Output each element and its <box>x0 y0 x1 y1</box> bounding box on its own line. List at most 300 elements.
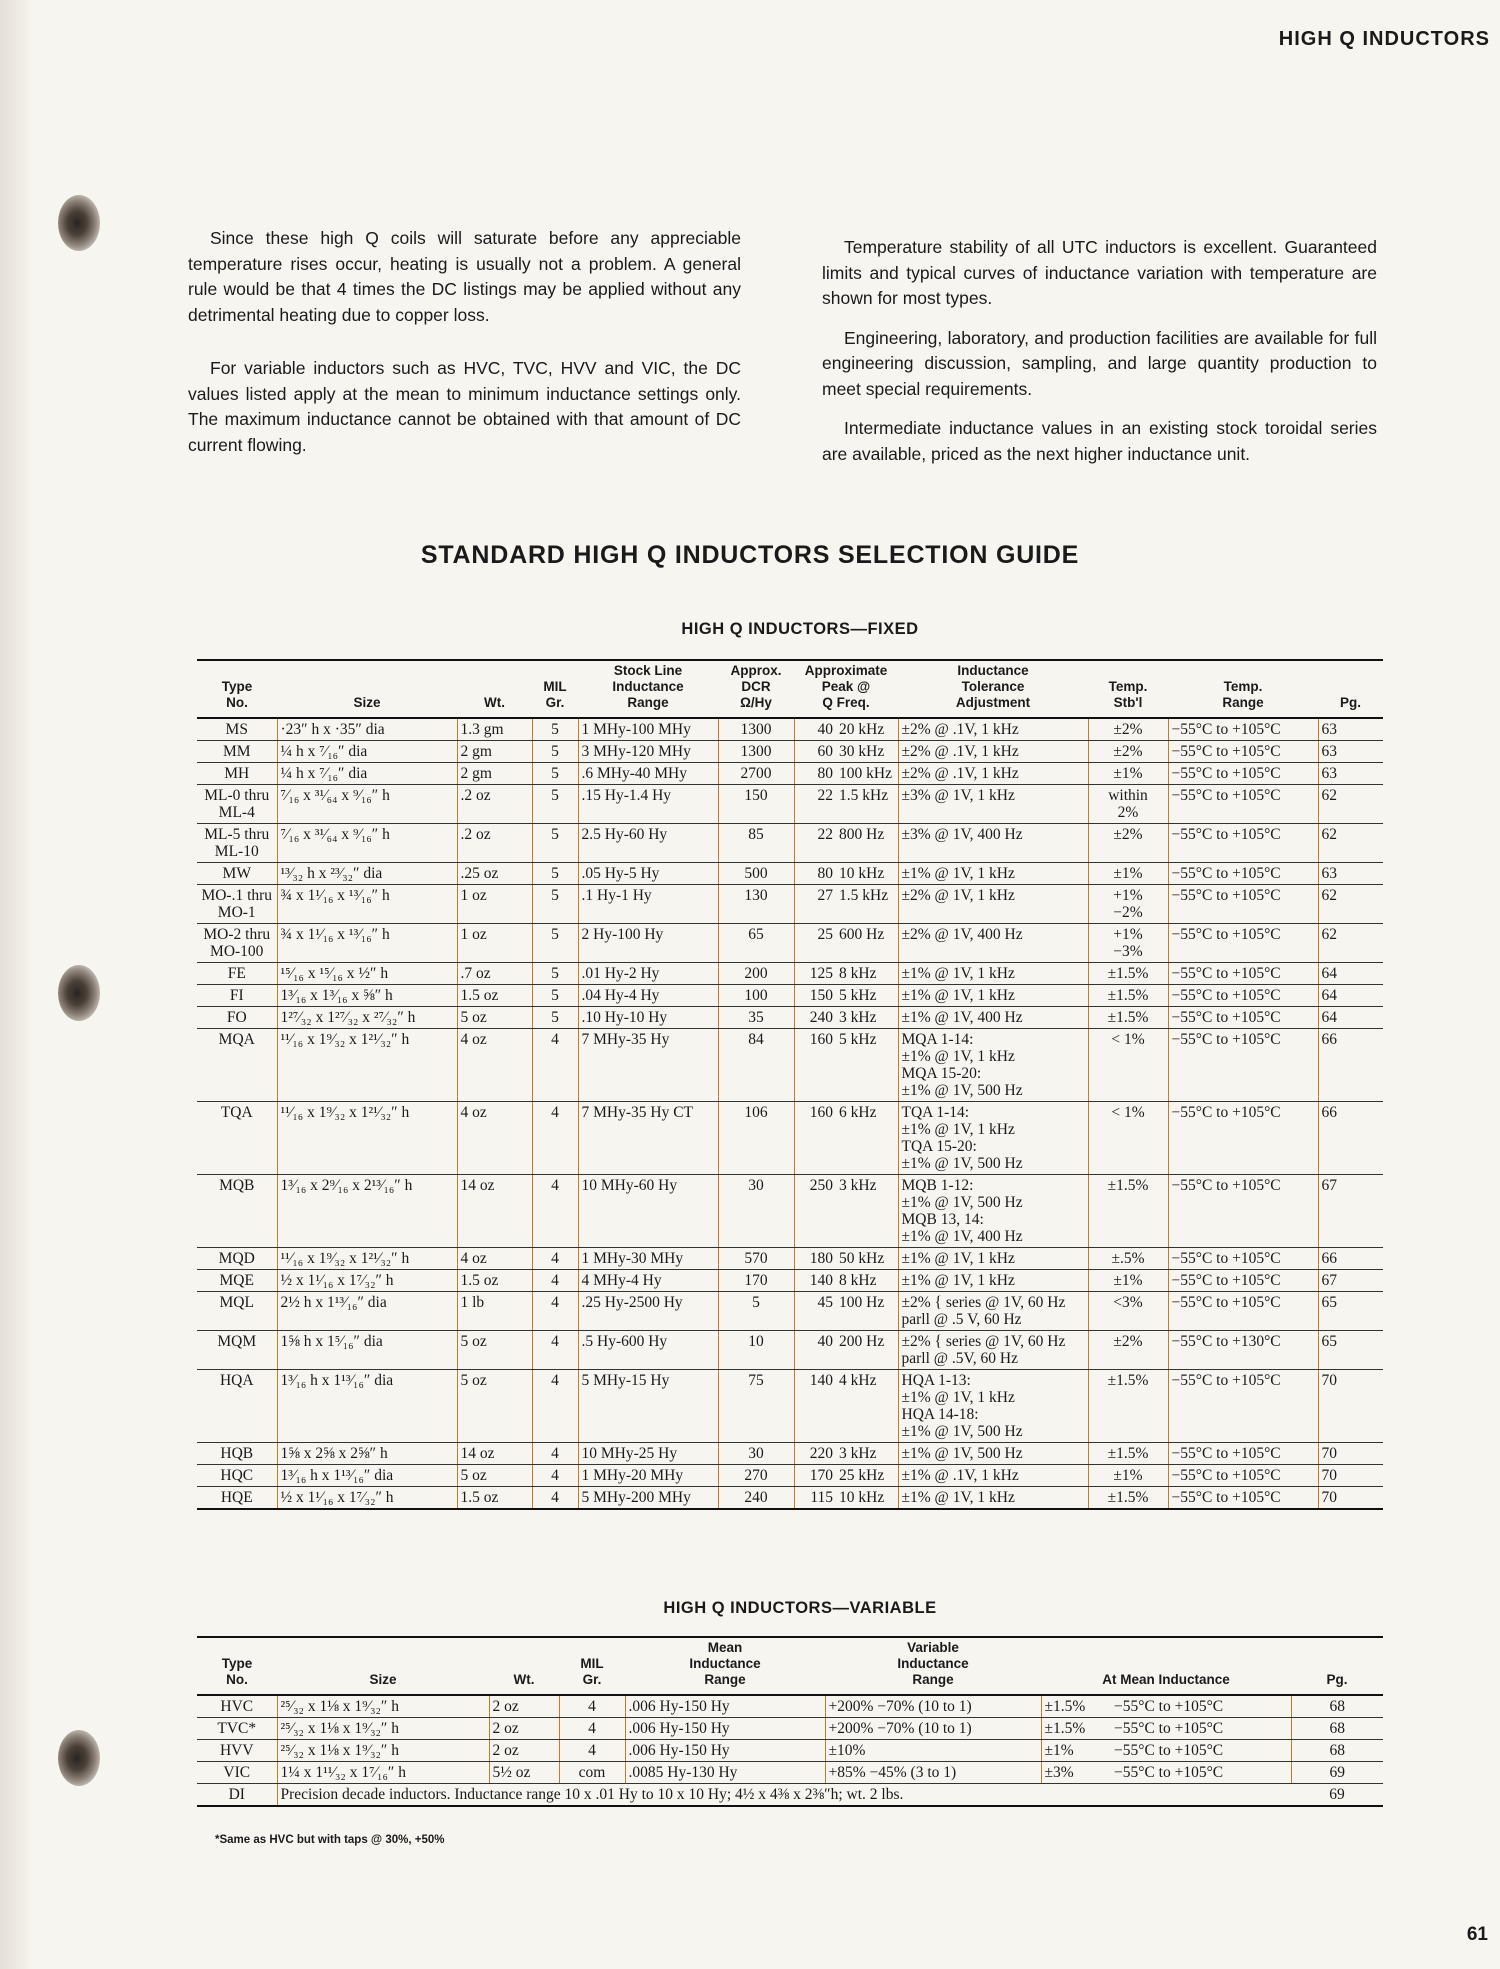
cell-page: 68 <box>1291 1718 1383 1740</box>
cell-weight: 2 oz <box>489 1740 559 1762</box>
table-row <box>197 1784 1383 1807</box>
cell-temp-stability: ±1.5% <box>1088 1370 1168 1443</box>
table-row <box>197 924 1383 963</box>
cell-page: 65 <box>1318 1292 1383 1331</box>
cell-page: 69 <box>1291 1784 1383 1807</box>
cell-dcr: 100 <box>718 985 794 1007</box>
intro-paragraph: Temperature stability of all UTC inductors is excellent. Guaranteed limits and typical curves of inductance variation with temperature are shown for most types. <box>822 237 1377 308</box>
cell-size: ²⁵⁄₃₂ x 1⅛ x 1⁹⁄₃₂″ h <box>277 1740 489 1762</box>
table-row <box>197 1029 1383 1102</box>
cell-freq: 1.5 kHz <box>836 885 898 924</box>
col-header-page: Pg. <box>1339 695 1361 710</box>
cell-weight: 2 gm <box>457 763 532 785</box>
cell-mil: 4 <box>532 1487 578 1510</box>
cell-temp-stability: +1% −2% <box>1088 885 1168 924</box>
cell-type: HVV <box>197 1740 277 1762</box>
cell-freq: 4 kHz <box>836 1370 898 1443</box>
running-header: HIGH Q INDUCTORS <box>1278 28 1490 50</box>
cell-temp-stability: < 1% <box>1088 1029 1168 1102</box>
cell-mil: 4 <box>532 1248 578 1270</box>
cell-type: MW <box>197 863 277 885</box>
cell-page: 68 <box>1291 1695 1383 1718</box>
cell-range: 2.5 Hy-60 Hy <box>578 824 718 863</box>
cell-range: 7 MHy-35 Hy CT <box>578 1102 718 1175</box>
table-row <box>197 1370 1383 1443</box>
cell-dcr: 1300 <box>718 718 794 741</box>
cell-freq: 800 Hz <box>836 824 898 863</box>
cell-freq: 600 Hz <box>836 924 898 963</box>
cell-page: 62 <box>1318 824 1383 863</box>
cell-tolerance: ±2% @ .1V, 1 kHz <box>898 741 1088 763</box>
cell-dcr: 1300 <box>718 741 794 763</box>
col-header-temp-stability: Temp. Stb'l <box>1108 679 1148 710</box>
cell-page: 70 <box>1318 1443 1383 1465</box>
cell-temp-stability: ±1.5% <box>1088 1175 1168 1248</box>
table-row <box>197 1292 1383 1331</box>
cell-type: ML-5 thru ML-10 <box>197 824 277 863</box>
cell-weight: .2 oz <box>457 824 532 863</box>
cell-mil: 4 <box>532 1270 578 1292</box>
cell-weight: 4 oz <box>457 1102 532 1175</box>
cell-freq: 200 Hz <box>836 1331 898 1370</box>
cell-temp-range: −55°C to +105°C <box>1168 763 1318 785</box>
cell-temp-range: −55°C to +105°C <box>1111 1740 1291 1762</box>
cell-tolerance: ±1% @ .1V, 1 kHz <box>898 1465 1088 1487</box>
cell-temp-stability: ±1.5% <box>1088 1487 1168 1510</box>
cell-weight: 4 oz <box>457 1248 532 1270</box>
col-header-peak-q: Approximate Peak @ Q Freq. <box>804 663 888 710</box>
cell-tolerance: ±2% @ .1V, 1 kHz <box>898 718 1088 741</box>
table-row <box>197 1102 1383 1175</box>
cell-page: 62 <box>1318 885 1383 924</box>
cell-range: 3 MHy-120 MHy <box>578 741 718 763</box>
cell-temp-range: −55°C to +105°C <box>1168 718 1318 741</box>
cell-type: HQB <box>197 1443 277 1465</box>
cell-temp-range: −55°C to +105°C <box>1168 1270 1318 1292</box>
cell-tolerance: ±1% @ 1V, 1 kHz <box>898 1270 1088 1292</box>
cell-range: .15 Hy-1.4 Hy <box>578 785 718 824</box>
cell-size: ¾ x 1¹⁄₁₆ x ¹³⁄₁₆″ h <box>277 924 457 963</box>
cell-weight: 1 oz <box>457 885 532 924</box>
cell-range: 10 MHy-25 Hy <box>578 1443 718 1465</box>
cell-weight: .7 oz <box>457 963 532 985</box>
cell-size: ¹¹⁄₁₆ x 1⁹⁄₃₂ x 1²¹⁄₃₂″ h <box>277 1248 457 1270</box>
col-header-type: Type No. <box>221 679 253 710</box>
cell-type: FO <box>197 1007 277 1029</box>
cell-range: .01 Hy-2 Hy <box>578 963 718 985</box>
cell-dcr: 2700 <box>718 763 794 785</box>
cell-size: ¼ h x ⁷⁄₁₆″ dia <box>277 763 457 785</box>
cell-mil: 4 <box>532 1370 578 1443</box>
cell-weight: 4 oz <box>457 1029 532 1102</box>
footnote: *Same as HVC but with taps @ 30%, +50% <box>215 1834 445 1846</box>
intro-paragraph: Engineering, laboratory, and production facilities are available for full engineering discussion, sampling, and large quantity production to meet special requirements. <box>822 327 1377 399</box>
cell-freq: 30 kHz <box>836 741 898 763</box>
cell-mil: 5 <box>532 763 578 785</box>
cell-temp-stability: ±1.5% <box>1088 963 1168 985</box>
cell-weight: 5 oz <box>457 1007 532 1029</box>
page-number: 61 <box>1466 1924 1488 1945</box>
cell-type: ML-0 thru ML-4 <box>197 785 277 824</box>
cell-weight: 5½ oz <box>489 1762 559 1784</box>
cell-temp-range: −55°C to +105°C <box>1168 1007 1318 1029</box>
variable-inductors-table <box>197 1636 1383 1807</box>
cell-page: 62 <box>1318 785 1383 824</box>
cell-temp-stability: ±2% <box>1088 824 1168 863</box>
cell-mil: com <box>559 1762 625 1784</box>
cell-q: 115 <box>794 1487 836 1510</box>
cell-tolerance: TQA 1-14: ±1% @ 1V, 1 kHz TQA 15-20: ±1% @ 1V, 500 Hz <box>898 1102 1088 1175</box>
cell-range: .25 Hy-2500 Hy <box>578 1292 718 1331</box>
cell-weight: .2 oz <box>457 785 532 824</box>
cell-page: 69 <box>1291 1762 1383 1784</box>
cell-q: 80 <box>794 863 836 885</box>
cell-temp-range: −55°C to +105°C <box>1168 1292 1318 1331</box>
cell-q: 150 <box>794 985 836 1007</box>
col-header-size: Size <box>369 1672 397 1687</box>
cell-weight: 5 oz <box>457 1331 532 1370</box>
cell-page: 63 <box>1318 741 1383 763</box>
cell-type: MO-2 thru MO-100 <box>197 924 277 963</box>
cell-range: .5 Hy-600 Hy <box>578 1331 718 1370</box>
cell-temp-stability: ±.5% <box>1088 1248 1168 1270</box>
cell-temp-range: −55°C to +105°C <box>1168 985 1318 1007</box>
cell-range: 1 MHy-20 MHy <box>578 1465 718 1487</box>
cell-type: MM <box>197 741 277 763</box>
cell-range: .05 Hy-5 Hy <box>578 863 718 885</box>
cell-size: 1³⁄₁₆ h x 1¹³⁄₁₆″ dia <box>277 1465 457 1487</box>
table-row <box>197 1465 1383 1487</box>
cell-tolerance: ±1% @ 1V, 1 kHz <box>898 1248 1088 1270</box>
variable-section-title: HIGH Q INDUCTORS—VARIABLE <box>663 1599 937 1617</box>
table-row <box>197 1740 1383 1762</box>
col-header-weight: Wt. <box>513 1672 535 1687</box>
cell-temp-range: −55°C to +105°C <box>1168 1443 1318 1465</box>
cell-weight: 5 oz <box>457 1370 532 1443</box>
cell-temp-range: −55°C to +105°C <box>1168 1248 1318 1270</box>
cell-temp-stability: ±1% <box>1088 863 1168 885</box>
cell-weight: 5 oz <box>457 1465 532 1487</box>
cell-type: MQM <box>197 1331 277 1370</box>
cell-tolerance: ±2% { series @ 1V, 60 Hz parll @ .5 V, 60 Hz <box>898 1292 1088 1331</box>
cell-tolerance: ±2% @ 1V, 400 Hz <box>898 924 1088 963</box>
cell-mean-range: .006 Hy-150 Hy <box>625 1740 825 1762</box>
cell-page: 64 <box>1318 963 1383 985</box>
cell-range: 1 MHy-100 MHy <box>578 718 718 741</box>
cell-temp-range: −55°C to +130°C <box>1168 1331 1318 1370</box>
cell-q: 40 <box>794 1331 836 1370</box>
cell-type: MQE <box>197 1270 277 1292</box>
cell-size: 1²⁷⁄₃₂ x 1²⁷⁄₃₂ x ²⁷⁄₃₂″ h <box>277 1007 457 1029</box>
cell-freq: 5 kHz <box>836 985 898 1007</box>
cell-tolerance: ±3% @ 1V, 400 Hz <box>898 824 1088 863</box>
col-header-page: Pg. <box>1326 1672 1348 1687</box>
col-header-size: Size <box>353 695 381 710</box>
cell-type: MO-.1 thru MO-1 <box>197 885 277 924</box>
table-row <box>197 1331 1383 1370</box>
cell-temp-stability: ±2% <box>1088 1331 1168 1370</box>
col-header-weight: Wt. <box>484 695 505 710</box>
cell-weight: 1.5 oz <box>457 1487 532 1510</box>
cell-temp-stability: ±1% <box>1041 1740 1111 1762</box>
cell-type: HQA <box>197 1370 277 1443</box>
cell-tolerance: ±2% @ .1V, 1 kHz <box>898 763 1088 785</box>
cell-q: 220 <box>794 1443 836 1465</box>
cell-mil: 4 <box>532 1443 578 1465</box>
cell-q: 160 <box>794 1029 836 1102</box>
cell-temp-range: −55°C to +105°C <box>1168 1465 1318 1487</box>
cell-type: HQC <box>197 1465 277 1487</box>
cell-range: 2 Hy-100 Hy <box>578 924 718 963</box>
cell-mil: 5 <box>532 863 578 885</box>
table-row <box>197 718 1383 741</box>
cell-type: MS <box>197 718 277 741</box>
cell-size: 2½ h x 1¹³⁄₁₆″ dia <box>277 1292 457 1331</box>
table-row <box>197 1270 1383 1292</box>
cell-range: 1 MHy-30 MHy <box>578 1248 718 1270</box>
cell-temp-range: −55°C to +105°C <box>1111 1718 1291 1740</box>
table-row <box>197 1007 1383 1029</box>
cell-page: 68 <box>1291 1740 1383 1762</box>
cell-q: 140 <box>794 1370 836 1443</box>
cell-freq: 3 kHz <box>836 1443 898 1465</box>
fixed-table-header <box>197 660 1383 718</box>
cell-temp-range: −55°C to +105°C <box>1168 863 1318 885</box>
table-row <box>197 1695 1383 1718</box>
cell-range: 7 MHy-35 Hy <box>578 1029 718 1102</box>
cell-mil: 5 <box>532 741 578 763</box>
cell-size: 1³⁄₁₆ h x 1¹³⁄₁₆″ dia <box>277 1370 457 1443</box>
cell-freq: 5 kHz <box>836 1029 898 1102</box>
cell-dcr: 570 <box>718 1248 794 1270</box>
cell-type: TQA <box>197 1102 277 1175</box>
cell-page: 63 <box>1318 763 1383 785</box>
cell-freq: 3 kHz <box>836 1175 898 1248</box>
cell-range: .04 Hy-4 Hy <box>578 985 718 1007</box>
cell-size: 1⅝ h x 1⁵⁄₁₆″ dia <box>277 1331 457 1370</box>
cell-dcr: 270 <box>718 1465 794 1487</box>
table-row <box>197 1175 1383 1248</box>
cell-q: 25 <box>794 924 836 963</box>
cell-mil: 4 <box>559 1740 625 1762</box>
cell-tolerance: MQB 1-12: ±1% @ 1V, 500 Hz MQB 13, 14: ±1% @ 1V, 400 Hz <box>898 1175 1088 1248</box>
col-header-type: Type No. <box>221 1656 253 1687</box>
cell-page: 65 <box>1318 1331 1383 1370</box>
cell-temp-range: −55°C to +105°C <box>1168 741 1318 763</box>
cell-mean-range: .006 Hy-150 Hy <box>625 1695 825 1718</box>
cell-mil: 4 <box>532 1102 578 1175</box>
cell-mil: 5 <box>532 963 578 985</box>
cell-freq: 50 kHz <box>836 1248 898 1270</box>
cell-type: MQL <box>197 1292 277 1331</box>
cell-freq: 6 kHz <box>836 1102 898 1175</box>
cell-freq: 100 kHz <box>836 763 898 785</box>
cell-weight: 2 oz <box>489 1718 559 1740</box>
table-row <box>197 1762 1383 1784</box>
cell-temp-range: −55°C to +105°C <box>1168 785 1318 824</box>
cell-temp-stability: ±3% <box>1041 1762 1111 1784</box>
table-row <box>197 824 1383 863</box>
cell-temp-stability: ±1% <box>1088 1465 1168 1487</box>
cell-dcr: 10 <box>718 1331 794 1370</box>
cell-type: FE <box>197 963 277 985</box>
cell-mil: 5 <box>532 718 578 741</box>
cell-size: ¾ x 1¹⁄₁₆ x ¹³⁄₁₆″ h <box>277 885 457 924</box>
cell-mil: 5 <box>532 924 578 963</box>
cell-temp-stability: ±2% <box>1088 741 1168 763</box>
cell-temp-stability: ±1.5% <box>1088 1443 1168 1465</box>
cell-page: 67 <box>1318 1270 1383 1292</box>
cell-page: 64 <box>1318 1007 1383 1029</box>
cell-mil: 5 <box>532 985 578 1007</box>
cell-q: 60 <box>794 741 836 763</box>
binding-edge <box>0 0 34 1969</box>
cell-size: 1¼ x 1¹¹⁄₃₂ x 1⁷⁄₁₆″ h <box>277 1762 489 1784</box>
cell-temp-stability: +1% −3% <box>1088 924 1168 963</box>
cell-weight: 14 oz <box>457 1175 532 1248</box>
table-row <box>197 785 1383 824</box>
cell-temp-range: −55°C to +105°C <box>1168 1102 1318 1175</box>
cell-weight: .25 oz <box>457 863 532 885</box>
cell-size: ⁷⁄₁₆ x ³¹⁄₆₄ x ⁹⁄₁₆″ h <box>277 785 457 824</box>
cell-mil: 5 <box>532 885 578 924</box>
cell-freq: 8 kHz <box>836 1270 898 1292</box>
cell-type: MQB <box>197 1175 277 1248</box>
cell-size: ²⁵⁄₃₂ x 1⅛ x 1⁹⁄₃₂″ h <box>277 1718 489 1740</box>
cell-mil: 5 <box>532 824 578 863</box>
cell-variable-range: +200% −70% (10 to 1) <box>825 1718 1041 1740</box>
fixed-inductors-table <box>197 659 1383 1510</box>
cell-range: 5 MHy-15 Hy <box>578 1370 718 1443</box>
cell-page: 63 <box>1318 718 1383 741</box>
cell-dcr: 240 <box>718 1487 794 1510</box>
cell-q: 22 <box>794 824 836 863</box>
cell-tolerance: HQA 1-13: ±1% @ 1V, 1 kHz HQA 14-18: ±1% @ 1V, 500 Hz <box>898 1370 1088 1443</box>
cell-mean-range: .0085 Hy-130 Hy <box>625 1762 825 1784</box>
cell-size: ¹⁵⁄₁₆ x ¹⁵⁄₁₆ x ½″ h <box>277 963 457 985</box>
intro-paragraph: Since these high Q coils will saturate before any appreciable temperature rises occur, heating is usually not a problem. A general rule would be that 4 times the DC listings may be applied without any detrimental heating due to copper loss. <box>188 228 741 325</box>
cell-type: VIC <box>197 1762 277 1784</box>
cell-size: ·23″ h x ·35″ dia <box>277 718 457 741</box>
cell-temp-stability: <3% <box>1088 1292 1168 1331</box>
cell-tolerance: ±3% @ 1V, 1 kHz <box>898 785 1088 824</box>
table-row <box>197 863 1383 885</box>
intro-paragraph: For variable inductors such as HVC, TVC, HVV and VIC, the DC values listed apply at the mean to minimum inductance settings only. The maximum inductance cannot be obtained with that amount of DC current flowing. <box>188 358 741 455</box>
cell-size: 1⅝ x 2⅝ x 2⅝″ h <box>277 1443 457 1465</box>
cell-weight: 1 oz <box>457 924 532 963</box>
intro-left-column <box>188 226 741 472</box>
cell-tolerance: ±1% @ 1V, 1 kHz <box>898 985 1088 1007</box>
cell-tolerance: ±1% @ 1V, 400 Hz <box>898 1007 1088 1029</box>
cell-mean-range: .006 Hy-150 Hy <box>625 1718 825 1740</box>
cell-temp-range: −55°C to +105°C <box>1168 963 1318 985</box>
cell-temp-stability: ±1.5% <box>1088 1007 1168 1029</box>
cell-temp-range: −55°C to +105°C <box>1168 1370 1318 1443</box>
cell-q: 27 <box>794 885 836 924</box>
cell-q: 140 <box>794 1270 836 1292</box>
cell-dcr: 30 <box>718 1175 794 1248</box>
cell-type: HQE <box>197 1487 277 1510</box>
cell-temp-stability: ±1.5% <box>1041 1695 1111 1718</box>
punch-hole <box>58 965 100 1021</box>
cell-mil: 4 <box>532 1292 578 1331</box>
cell-freq: 3 kHz <box>836 1007 898 1029</box>
cell-freq: 10 kHz <box>836 1487 898 1510</box>
cell-freq: 20 kHz <box>836 718 898 741</box>
cell-tolerance: ±2% @ 1V, 1 kHz <box>898 885 1088 924</box>
cell-range: .1 Hy-1 Hy <box>578 885 718 924</box>
cell-page: 64 <box>1318 985 1383 1007</box>
table-row <box>197 1248 1383 1270</box>
cell-type: HVC <box>197 1695 277 1718</box>
cell-dcr: 150 <box>718 785 794 824</box>
col-header-mean-range: Mean Inductance Range <box>689 1640 761 1687</box>
cell-page: 66 <box>1318 1102 1383 1175</box>
cell-mil: 4 <box>559 1695 625 1718</box>
cell-variable-range: +85% −45% (3 to 1) <box>825 1762 1041 1784</box>
cell-mil: 5 <box>532 785 578 824</box>
cell-freq: 1.5 kHz <box>836 785 898 824</box>
cell-freq: 25 kHz <box>836 1465 898 1487</box>
cell-q: 240 <box>794 1007 836 1029</box>
intro-paragraph: Intermediate inductance values in an existing stock toroidal series are available, priced as the next higher inductance unit. <box>822 418 1377 464</box>
cell-mil: 4 <box>532 1465 578 1487</box>
col-header-mil: MIL Gr. <box>543 679 567 710</box>
punch-hole <box>58 195 100 251</box>
table-row <box>197 985 1383 1007</box>
cell-q: 250 <box>794 1175 836 1248</box>
cell-weight: 2 oz <box>489 1695 559 1718</box>
cell-q: 160 <box>794 1102 836 1175</box>
cell-page: 70 <box>1318 1465 1383 1487</box>
col-header-mil: MIL Gr. <box>580 1656 604 1687</box>
cell-dcr: 85 <box>718 824 794 863</box>
cell-weight: 14 oz <box>457 1443 532 1465</box>
cell-temp-stability: ±1.5% <box>1088 985 1168 1007</box>
cell-tolerance: ±1% @ 1V, 1 kHz <box>898 1487 1088 1510</box>
cell-temp-stability: ±1.5% <box>1041 1718 1111 1740</box>
cell-page: 62 <box>1318 924 1383 963</box>
cell-type: MQA <box>197 1029 277 1102</box>
cell-size: ²⁵⁄₃₂ x 1⅛ x 1⁹⁄₃₂″ h <box>277 1695 489 1718</box>
cell-dcr: 130 <box>718 885 794 924</box>
cell-page: 66 <box>1318 1029 1383 1102</box>
cell-range: 4 MHy-4 Hy <box>578 1270 718 1292</box>
cell-weight: 1.5 oz <box>457 1270 532 1292</box>
cell-size: ¼ h x ⁷⁄₁₆″ dia <box>277 741 457 763</box>
cell-temp-range: −55°C to +105°C <box>1111 1695 1291 1718</box>
cell-weight: 1.5 oz <box>457 985 532 1007</box>
cell-page: 67 <box>1318 1175 1383 1248</box>
table-row <box>197 763 1383 785</box>
cell-freq: 10 kHz <box>836 863 898 885</box>
cell-weight: 1.3 gm <box>457 718 532 741</box>
cell-type: FI <box>197 985 277 1007</box>
cell-q: 22 <box>794 785 836 824</box>
cell-dcr: 84 <box>718 1029 794 1102</box>
cell-q: 180 <box>794 1248 836 1270</box>
col-header-temp-range: Temp. Range <box>1222 679 1264 710</box>
cell-tolerance: MQA 1-14: ±1% @ 1V, 1 kHz MQA 15-20: ±1% @ 1V, 500 Hz <box>898 1029 1088 1102</box>
table-row <box>197 741 1383 763</box>
cell-tolerance: ±1% @ 1V, 1 kHz <box>898 863 1088 885</box>
cell-tolerance: ±2% { series @ 1V, 60 Hz parll @ .5V, 60 Hz <box>898 1331 1088 1370</box>
cell-dcr: 200 <box>718 963 794 985</box>
cell-size: ½ x 1¹⁄₁₆ x 1⁷⁄₃₂″ h <box>277 1270 457 1292</box>
cell-tolerance: ±1% @ 1V, 500 Hz <box>898 1443 1088 1465</box>
fixed-section-title: HIGH Q INDUCTORS—FIXED <box>681 620 919 638</box>
cell-temp-stability: ±1% <box>1088 1270 1168 1292</box>
